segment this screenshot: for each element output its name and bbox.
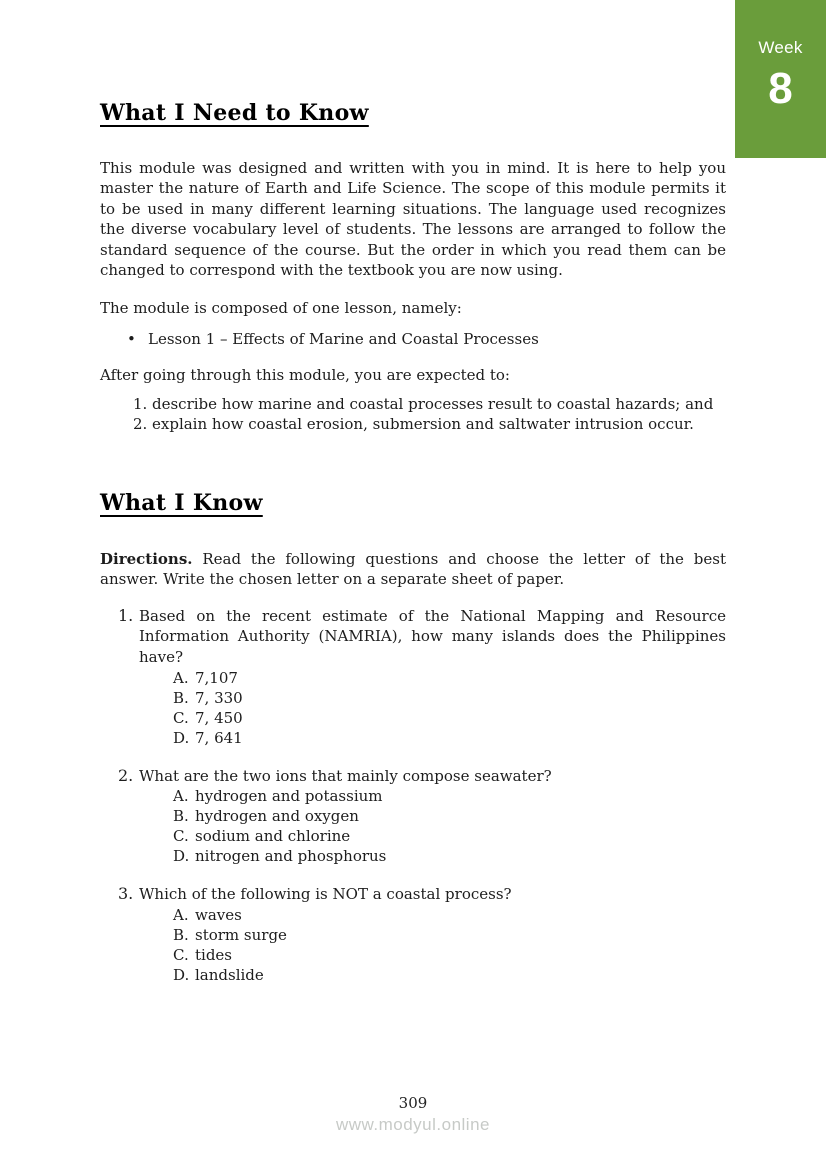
question-text: Based on the recent estimate of the National Mapping and Resource Information Authority (NAMRIA), how many islands does the Philippines have? (139, 606, 726, 666)
option-a (100, 668, 726, 688)
option-text: 7, 450 (195, 708, 243, 727)
lesson-list-item (100, 329, 726, 350)
objective-number: 1. (133, 394, 148, 413)
directions-paragraph (100, 549, 726, 590)
option-letter: A. (173, 905, 189, 924)
question-row (100, 884, 726, 905)
option-letter: B. (173, 925, 189, 944)
question-2 (100, 766, 726, 867)
week-badge (735, 0, 826, 158)
option-b (100, 806, 726, 826)
option-list (100, 905, 726, 985)
section-title-text: What I Know (100, 490, 263, 517)
option-text: hydrogen and oxygen (195, 807, 359, 826)
option-letter: B. (173, 688, 189, 707)
option-letter: A. (173, 668, 189, 687)
question-3 (100, 884, 726, 985)
option-text: 7, 641 (195, 728, 243, 747)
directions-text: Read the following questions and choose the letter of the best answer. Write the chosen letter on a separate sheet of paper. (100, 549, 726, 589)
option-text: hydrogen and potassium (195, 787, 383, 806)
question-number: 2. (118, 765, 134, 785)
option-a (100, 786, 726, 806)
question-text: What are the two ions that mainly compose seawater? (139, 766, 552, 785)
option-text: 7, 330 (195, 688, 243, 707)
question-row (100, 766, 726, 787)
option-list (100, 786, 726, 866)
question-text: Which of the following is NOT a coastal process? (139, 885, 512, 904)
question-list (100, 606, 726, 985)
option-d (100, 846, 726, 866)
question-number: 3. (118, 884, 134, 904)
option-letter: A. (173, 787, 189, 806)
expected-line: After going through this module, you are expected to: (100, 366, 510, 385)
bullet-icon: • (127, 329, 136, 348)
option-text: storm surge (195, 925, 287, 944)
option-a (100, 905, 726, 925)
lesson-list-item-text: Lesson 1 – Effects of Marine and Coastal Processes (148, 329, 539, 348)
option-c (100, 826, 726, 846)
option-c (100, 708, 726, 728)
week-number: 8 (768, 64, 793, 113)
option-b (100, 688, 726, 708)
page-footer (0, 1094, 826, 1135)
option-text: waves (195, 905, 242, 924)
option-d (100, 965, 726, 985)
option-text: nitrogen and phosphorus (195, 847, 387, 866)
option-letter: D. (173, 847, 190, 866)
section-title-what-i-know (100, 490, 726, 518)
option-letter: D. (173, 728, 190, 747)
watermark: www.modyul.online (335, 1115, 490, 1134)
objective-item (100, 394, 726, 415)
option-c (100, 945, 726, 965)
week-label: Week (758, 38, 803, 57)
composed-line: The module is composed of one lesson, namely: (100, 299, 462, 318)
lesson-list (100, 329, 726, 350)
objectives-list (100, 394, 726, 435)
option-b (100, 925, 726, 945)
option-letter: D. (173, 965, 190, 984)
option-d (100, 728, 726, 748)
objective-number: 2. (133, 415, 148, 434)
option-list (100, 668, 726, 748)
option-letter: C. (173, 827, 189, 846)
section-title-text: What I Need to Know (100, 100, 369, 126)
page-content (100, 0, 726, 1003)
objective-text: explain how coastal erosion, submersion and saltwater intrusion occur. (152, 415, 694, 434)
question-row (100, 606, 726, 668)
option-letter: C. (173, 708, 189, 727)
directions-label: Directions. (100, 549, 193, 568)
objective-text: describe how marine and coastal processes result to coastal hazards; and (152, 394, 714, 413)
option-letter: B. (173, 807, 189, 826)
intro-paragraph: This module was designed and written with you in mind. It is here to help you master the nature of Earth and Life Science. The scope of this module permits it to be used in many different learning situations. The language used recognizes the diverse vocabulary level of students. The lessons are arranged to follow the standard sequence of the course. But the order in which you read them can be changed to correspond with the textbook you are now using. (100, 158, 726, 280)
objective-item (100, 414, 726, 435)
question-number: 1. (118, 605, 134, 625)
option-text: 7,107 (195, 668, 238, 687)
option-text: tides (195, 945, 233, 964)
section-title-what-i-need-to-know (100, 100, 726, 128)
question-1 (100, 606, 726, 748)
option-text: landslide (195, 965, 264, 984)
page-number: 309 (398, 1094, 428, 1112)
option-letter: C. (173, 945, 189, 964)
option-text: sodium and chlorine (195, 827, 351, 846)
